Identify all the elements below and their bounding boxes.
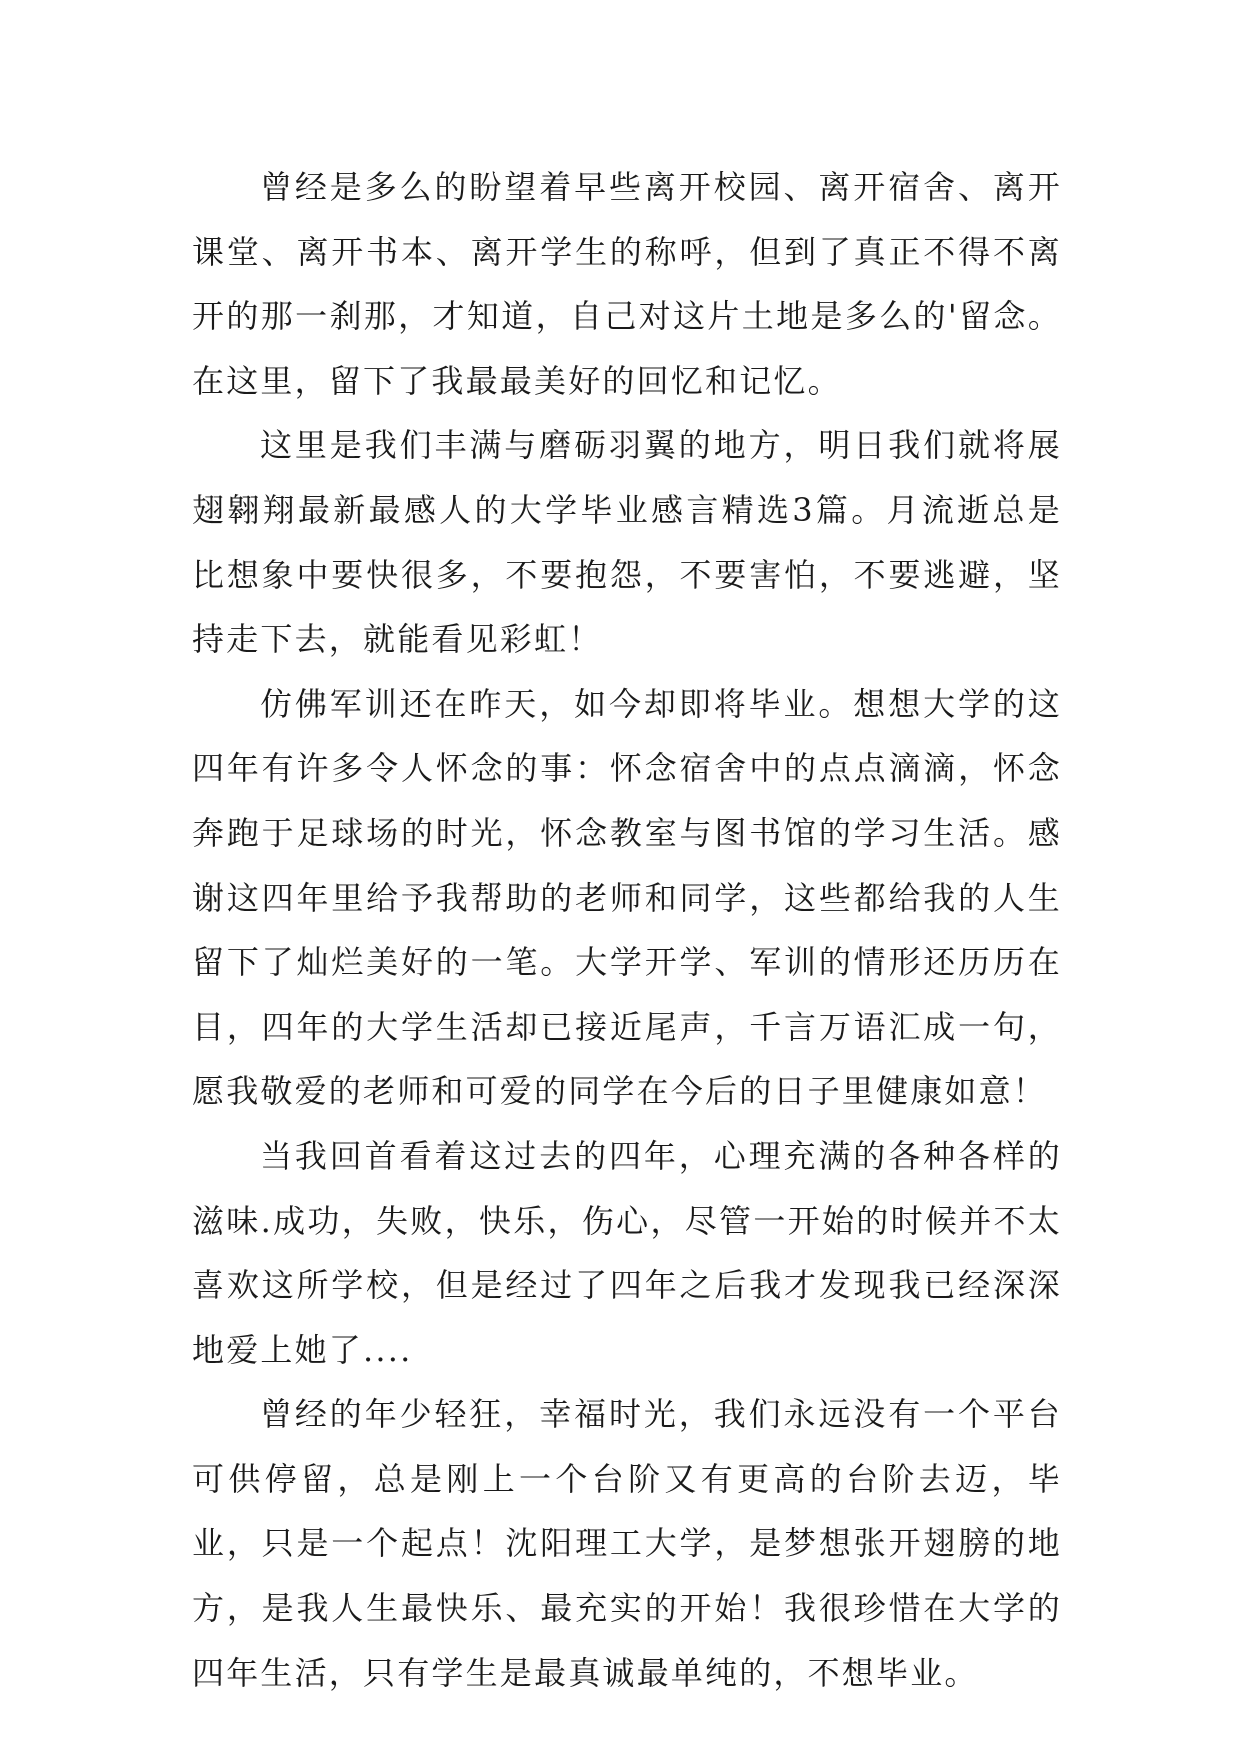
document-body bbox=[192, 155, 1062, 1705]
paragraph-5: 曾经的年少轻狂，幸福时光，我们永远没有一个平台可供停留，总是刚上一个台阶又有更高的台阶去迈，毕业，只是一个起点！沈阳理工大学，是梦想张开翅膀的地方，是我人生最快乐、最充实的开始！我很珍惜在大学的四年生活，只有学生是最真诚最单纯的，不想毕业。 bbox=[192, 1395, 1062, 1692]
paragraph-3: 仿佛军训还在昨天，如今却即将毕业。想想大学的这四年有许多令人怀念的事：怀念宿舍中的点点滴滴，怀念奔跑于足球场的时光，怀念教室与图书馆的学习生活。感谢这四年里给予我帮助的老师和同学，这些都给我的人生留下了灿烂美好的一笔。大学开学、军训的情形还历历在目，四年的大学生活却已接近尾声，千言万语汇成一句，愿我敬爱的老师和可爱的同学在今后的日子里健康如意！ bbox=[192, 684, 1062, 1111]
paragraph-1: 曾经是多么的盼望着早些离开校园、离开宿舍、离开课堂、离开书本、离开学生的称呼，但到了真正不得不离开的那一刹那，才知道，自己对这片土地是多么的'留念。在这里，留下了我最最美好的回忆和记忆。 bbox=[192, 168, 1062, 400]
paragraph-2: 这里是我们丰满与磨砺羽翼的地方，明日我们就将展翅翱翔最新最感人的大学毕业感言精选3篇。月流逝总是比想象中要快很多，不要抱怨，不要害怕，不要逃避，坚持走下去，就能看见彩虹！ bbox=[192, 426, 1062, 659]
paragraph-4: 当我回首看着这过去的四年，心理充满的各种各样的滋味.成功，失败，快乐，伤心，尽管一开始的时候并不太喜欢这所学校，但是经过了四年之后我才发现我已经深深地爱上她了.... bbox=[192, 1136, 1062, 1369]
